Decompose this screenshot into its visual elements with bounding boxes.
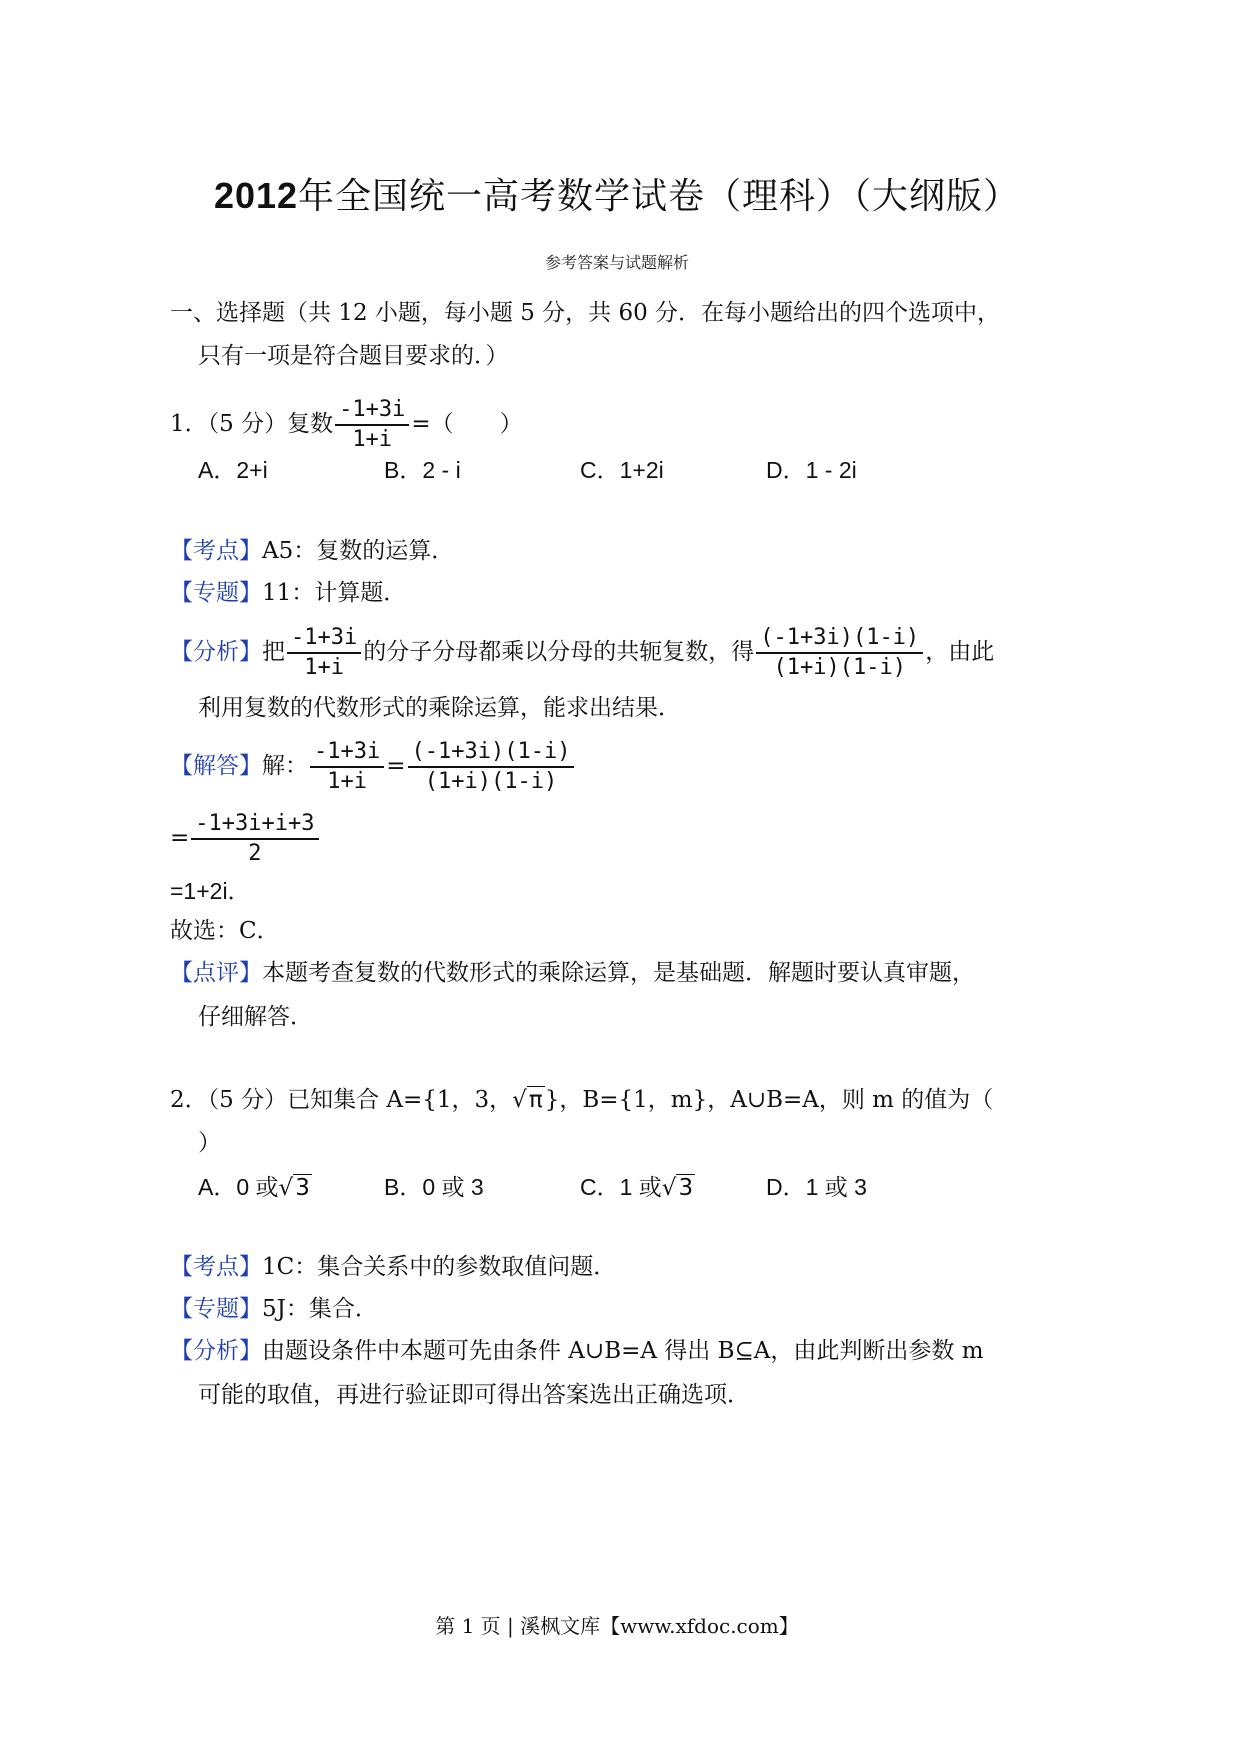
q1-kaodian bbox=[170, 536, 454, 566]
sqrt-icon: √ bbox=[278, 1175, 294, 1201]
q2-prefix: 2．（5 分）已知集合 A={1，3， bbox=[170, 1087, 513, 1113]
q1-step3: =1+2i． bbox=[170, 878, 251, 904]
q1-jieda-eq: = bbox=[386, 753, 406, 779]
title-year: 2012 bbox=[213, 175, 299, 216]
q2-option-c bbox=[580, 1172, 695, 1203]
q1-jieda-frac2-num: (-1+3i)(1-i) bbox=[408, 738, 575, 768]
q2-option-d: D．1 或 3 bbox=[766, 1174, 867, 1200]
q1-option-a: A．2+i bbox=[198, 457, 268, 483]
q2-sqrt bbox=[512, 1085, 545, 1115]
sqrt-icon: √ bbox=[661, 1175, 677, 1201]
q2-fenxi-line2: 可能的取值，再进行验证即可得出答案选出正确选项． bbox=[198, 1382, 750, 1408]
q1-kaodian-tag: 【考点】 bbox=[170, 538, 262, 564]
q1-prefix: 1．（5 分）复数 bbox=[170, 411, 334, 437]
q2-option-c-sqrt-arg: 3 bbox=[678, 1175, 694, 1201]
q1-dianping bbox=[170, 958, 975, 988]
q1-fraction bbox=[335, 396, 409, 454]
q1-zhuanti bbox=[170, 578, 406, 608]
q1-jieda-frac1-num: -1+3i bbox=[310, 738, 384, 768]
q1-fenxi bbox=[170, 624, 994, 682]
q1-fenxi-fraction bbox=[287, 624, 361, 682]
q2-option-b: B．0 或 3 bbox=[384, 1174, 484, 1200]
section-heading-line1: 一、选择题（共 12 小题，每小题 5 分，共 60 分．在每小题给出的四个选项中， bbox=[170, 300, 1001, 326]
q1-jieda bbox=[170, 738, 576, 796]
page-title bbox=[0, 168, 1234, 219]
q1-step2-eq: = bbox=[170, 825, 190, 851]
q2-option-a bbox=[198, 1172, 312, 1203]
q1-jieda-a: 解： bbox=[262, 753, 308, 779]
q1-frac-num: -1+3i bbox=[335, 396, 409, 426]
q1-fenxi-tag: 【分析】 bbox=[170, 639, 262, 665]
sqrt-icon: √ bbox=[512, 1087, 527, 1113]
q2-zhuanti-tag: 【专题】 bbox=[170, 1296, 262, 1322]
q1-dianping-line1: 本题考查复数的代数形式的乘除运算，是基础题．解题时要认真审题， bbox=[262, 960, 975, 986]
q1-zhuanti-tag: 【专题】 bbox=[170, 580, 262, 606]
q1-fenxi-frac2-den: (1+i)(1-i) bbox=[773, 655, 906, 680]
q1-fenxi-frac2-num: (-1+3i)(1-i) bbox=[756, 624, 923, 654]
q2-option-a-sqrt bbox=[279, 1173, 312, 1203]
question-2 bbox=[170, 1085, 993, 1115]
q1-step4: 故选：C． bbox=[170, 918, 280, 944]
q1-fenxi-a: 把 bbox=[262, 639, 285, 665]
q1-jieda-fraction-2 bbox=[408, 738, 575, 796]
q2-kaodian bbox=[170, 1252, 616, 1282]
q1-jieda-frac2-den: (1+i)(1-i) bbox=[424, 769, 558, 794]
q2-zhuanti bbox=[170, 1294, 378, 1324]
q1-fenxi-line2: 利用复数的代数形式的乘除运算，能求出结果． bbox=[198, 695, 681, 721]
q1-option-d: D．1 - 2i bbox=[766, 457, 857, 483]
q2-line2: ） bbox=[198, 1130, 221, 1156]
q1-zhuanti-text: 11：计算题． bbox=[262, 580, 407, 606]
q1-fenxi-c: ，由此 bbox=[925, 639, 995, 665]
q1-fenxi-fraction-2 bbox=[756, 624, 923, 682]
q1-kaodian-text: A5：复数的运算． bbox=[262, 538, 455, 564]
q1-jieda-frac1-den: 1+i bbox=[327, 769, 367, 794]
q1-step2-fraction bbox=[191, 810, 318, 868]
q2-fenxi bbox=[170, 1336, 984, 1366]
q1-suffix: =（ ） bbox=[411, 411, 523, 437]
q1-frac-den: 1+i bbox=[352, 427, 393, 452]
q2-kaodian-tag: 【考点】 bbox=[170, 1254, 262, 1280]
q1-fenxi-frac-num: -1+3i bbox=[287, 624, 361, 654]
q2-option-a-text: A．0 或 bbox=[198, 1174, 279, 1200]
page-footer: 第 1 页 | 溪枫文库【www.xfdoc.com】 bbox=[435, 1614, 799, 1638]
q2-option-a-sqrt-arg: 3 bbox=[295, 1175, 310, 1201]
section-heading-line2: 只有一项是符合题目要求的．） bbox=[198, 343, 509, 369]
q1-option-b: B．2 - i bbox=[384, 457, 461, 483]
q1-fenxi-b: 的分子分母都乘以分母的共轭复数，得 bbox=[363, 639, 755, 665]
question-1 bbox=[170, 396, 523, 454]
title-text: 年全国统一高考数学试卷（理科）（大纲版） bbox=[298, 176, 1021, 217]
q2-kaodian-text: 1C：集合关系中的参数取值问题． bbox=[262, 1254, 617, 1280]
q1-step2-den: 2 bbox=[248, 841, 262, 866]
q1-dianping-line2: 仔细解答． bbox=[198, 1004, 313, 1030]
q2-suffix: }，B={1，m}，A∪B=A，则 m 的值为（ bbox=[544, 1087, 994, 1113]
q2-fenxi-tag: 【分析】 bbox=[170, 1338, 262, 1364]
q1-dianping-tag: 【点评】 bbox=[170, 960, 262, 986]
q2-zhuanti-text: 5J：集合． bbox=[262, 1296, 378, 1322]
q1-step2-num: -1+3i+i+3 bbox=[191, 810, 318, 840]
page-subtitle: 参考答案与试题解析 bbox=[544, 253, 689, 272]
q1-step2 bbox=[170, 810, 321, 868]
q2-sqrt-arg: π bbox=[528, 1087, 543, 1113]
q2-option-c-sqrt bbox=[662, 1173, 695, 1203]
q1-fenxi-frac-den: 1+i bbox=[304, 655, 344, 680]
q1-jieda-tag: 【解答】 bbox=[170, 753, 262, 779]
q1-jieda-fraction-1 bbox=[310, 738, 384, 796]
q1-option-c: C．1+2i bbox=[580, 457, 664, 483]
q2-fenxi-line1: 由题设条件中本题可先由条件 A∪B=A 得出 B⊆A，由此判断出参数 m bbox=[262, 1338, 984, 1364]
q2-option-c-text: C．1 或 bbox=[580, 1174, 662, 1200]
